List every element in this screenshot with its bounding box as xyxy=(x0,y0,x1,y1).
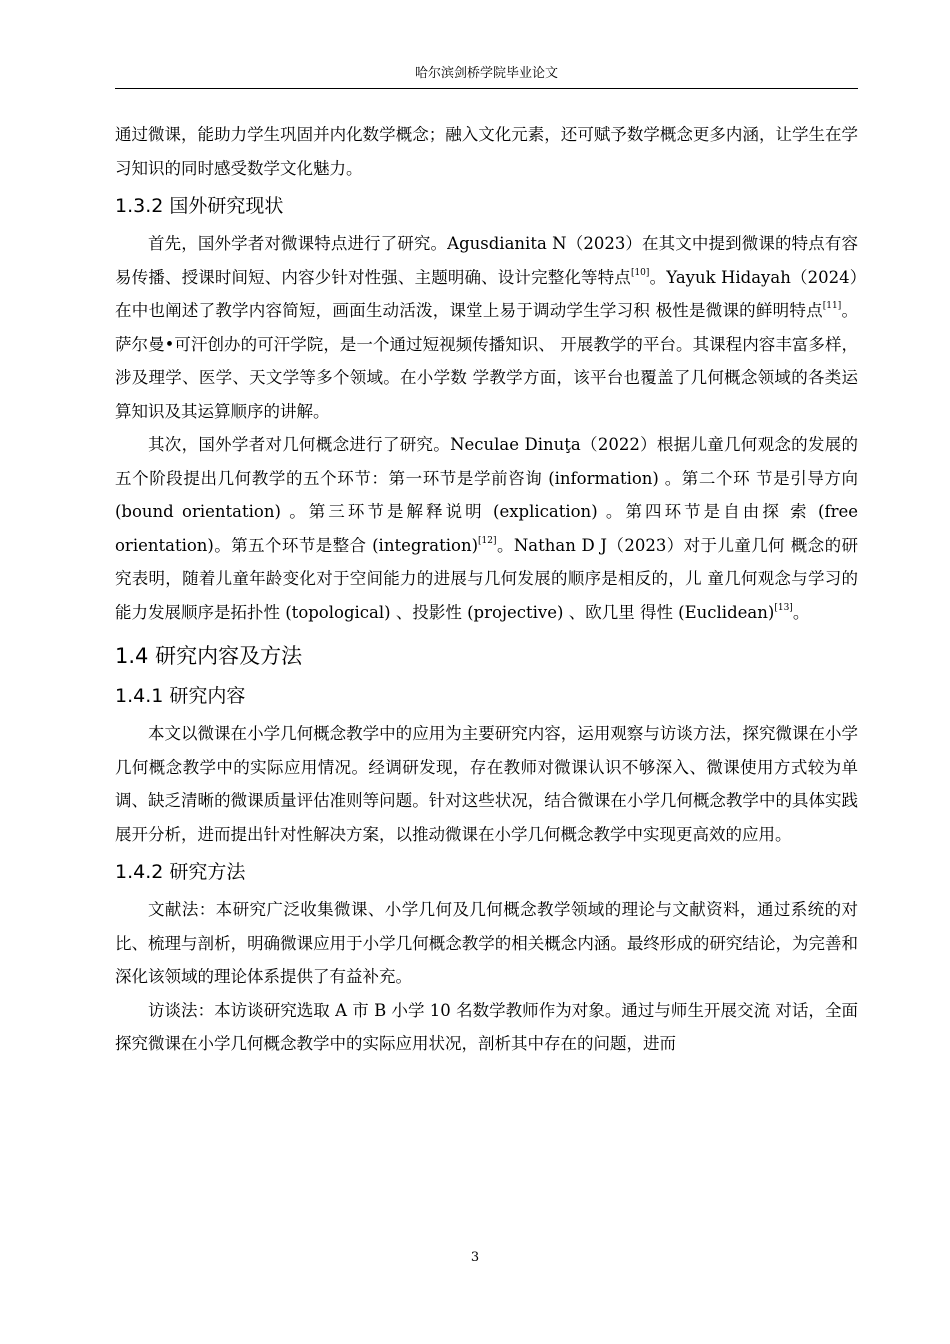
text-run: 首先，国外学者对微课特点进行了研究。Agusdianita N（2023）在其文中提到微课的特点有容易传播、授课时间短、内容少针对性强、主题明确、设计完整化等特点 xyxy=(115,234,858,287)
text-run: 。Yayuk Hidayah（2024）在中也阐述了教学内容简短，画面生动活泼，课堂上易于调动学生学习积 极性是微课的鲜明特点 xyxy=(115,267,859,320)
citation-ref: [11] xyxy=(822,301,842,311)
subsection-heading: 1.4.1 研究内容 xyxy=(115,685,246,707)
paragraph: 本文以微课在小学几何概念教学中的应用为主要研究内容，运用观察与访谈方法，探究微课在小学几何概念教学中的实际应用情况。经调研发现，存在教师对微课认识不够深入、微课使用方式较为单调、缺乏清晰的微课质量评估准则等问题。针对这些状况，结合微课在小学几何概念教学中的具体实践展开分析，进而提出针对性解决方案，以推动微课在小学几何概念教学中实现更高效的应用。 xyxy=(115,724,858,844)
subsection-heading: 1.4.2 研究方法 xyxy=(115,861,246,883)
citation-ref: [10] xyxy=(630,267,650,278)
text-run: 。萨尔曼•可汗创办的可汗学院，是一个通过短视频传播知识、 开展教学的平台。其课程内容丰富多样，涉及理学、医学、天文学等多个领域。在小学数 学教学方面，该平台也覆盖了几何概念领域的各类运算知识及其运算顺序的讲解。 xyxy=(115,301,859,421)
text-run: 。Nathan D J（2023）对于儿童几何 概念的研究表明，随着儿童年龄变化对于空间能力的进展与几何发展的顺序是相反的，儿 童几何观念与学习的能力发展顺序是拓扑性 (topological) 、投影性 (projective) 、欧几里 得性 (Euclidean) xyxy=(115,535,858,622)
section-heading: 1.4 研究内容及方法 xyxy=(115,644,303,668)
text-run: 。 xyxy=(792,602,810,622)
paragraph: 通过微课，能助力学生巩固并内化数学概念；融入文化元素，还可赋予数学概念更多内涵，让学生在学习知识的同时感受数学文化魅力。 xyxy=(115,125,858,178)
paragraph: 文献法：本研究广泛收集微课、小学几何及几何概念教学领域的理论与文献资料，通过系统的对比、梳理与剖析，明确微课应用于小学几何概念教学的相关概念内涵。最终形成的研究结论，为完善和深化该领域的理论体系提供了有益补充。 xyxy=(115,900,858,986)
page-header xyxy=(115,64,858,89)
document-body xyxy=(115,118,858,1061)
citation-ref: [12] xyxy=(478,535,497,546)
paragraph: 访谈法：本访谈研究选取 A 市 B 小学 10 名数学教师作为对象。通过与师生开展交流 对话，全面探究微课在小学几何概念教学中的实际应用状况，剖析其中存在的问题，进而 xyxy=(115,1000,858,1053)
header-title: 哈尔滨剑桥学院毕业论文 xyxy=(414,66,558,81)
page-number: 3 xyxy=(470,1250,480,1265)
citation-ref: [13] xyxy=(774,602,793,613)
paragraph xyxy=(115,227,858,428)
subsection-heading: 1.3.2 国外研究现状 xyxy=(115,195,284,217)
text-run: 其次，国外学者对几何概念进行了研究。Neculae Dinuţa（2022）根据儿童几何观念的发展的五个阶段提出几何教学的五个环节：第一环节是学前咨询 (information) 。第二个环 节是引导方向 (bound orientation) 。第三环节是解释说明 (explication) 。第四环节是自由探 索 (free orientation)。第五个环节是整合 (integration) xyxy=(115,435,858,555)
paragraph xyxy=(115,428,858,629)
